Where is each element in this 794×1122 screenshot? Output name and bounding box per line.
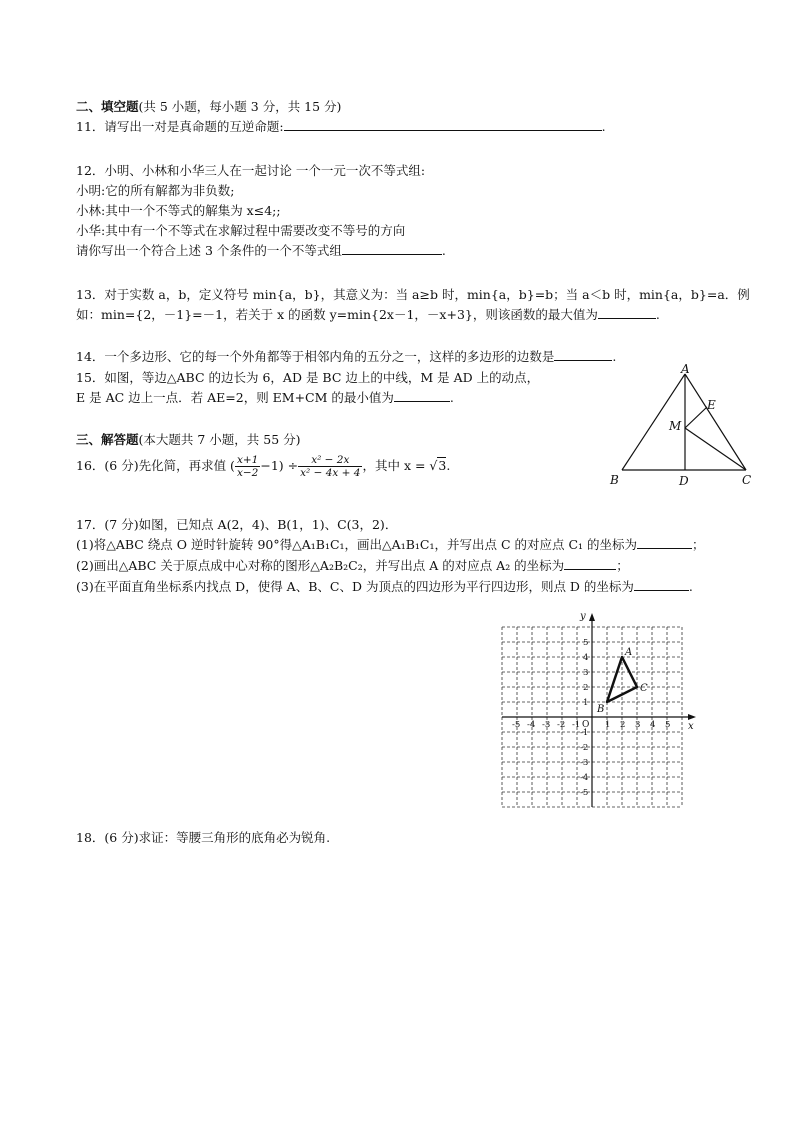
q17-p2-answer-blank[interactable] [564,557,616,570]
q17-part3 [76,578,693,595]
label-d: D [679,474,689,488]
q14-text: 14．一个多边形、它的每一个外角都等于相邻内角的五分之一，这样的多边形的边数是 [76,349,555,364]
segment-me [685,407,707,428]
question-14 [76,348,616,365]
label-c: C [742,473,752,487]
q12-intro: 12．小明、小林和小华三人在一起讨论 一个一元一次不等式组: [76,163,426,178]
question-16 [76,451,450,481]
q13-line2: 如：min={2，－1}=－1，若关于 x 的函数 y=min{2x－1，－x+3}，则该函数的最大值为 [76,307,598,322]
q16-mid: −1) ÷ [260,458,299,473]
q17-part2 [76,557,629,574]
q12-ming: 小明:它的所有解都为非负数; [76,183,235,198]
q15-triangle-figure [600,362,765,494]
q16-pre: 16．(6 分)先化简，再求值 ( [76,458,235,473]
q17-p1-answer-blank[interactable] [637,536,692,549]
x-tick-label: 3 [635,720,641,730]
q13-end: . [655,307,660,322]
q16-f2-numerator: x² − 2x [298,454,362,467]
section-2-note: (共 5 小题，每小题 3 分，共 15 分) [138,99,342,114]
y-tick-label: -5 [580,788,589,798]
q17-coordinate-grid [500,611,694,807]
q17-p2-end: ； [616,558,629,573]
q12-ask: 请你写出一个符合上述 3 个条件的一个不等式组 [76,243,342,258]
x-tick-label: 2 [620,720,626,730]
q13-line1: 13．对于实数 a，b，定义符号 min{a，b}，其意义为：当 a≥b 时，min{a，b}=b；当 a＜b 时，min{a，b}=a．例 [76,287,750,302]
label-a: A [681,362,690,376]
q16-post: ，其中 x = √ [362,458,438,473]
x-tick-label: -5 [512,720,521,730]
q12-end: . [441,243,446,258]
section-3-header [76,431,301,448]
section-2-header [76,98,341,115]
q13-line2-wrap [76,306,660,323]
y-tick-label: 4 [583,653,589,663]
q15-line1: 15．如图，等边△ABC 的边长为 6，AD 是 BC 边上的中线，M 是 AD 上的动点， [76,370,540,385]
q16-f1-denominator: x−2 [236,467,259,479]
q15-line2-wrap [76,389,454,406]
x-tick-label: -1 [572,720,581,730]
q15-line2: E 是 AC 边上一点．若 AE=2，则 EM+CM 的最小值为 [76,390,394,405]
y-tick-label: -4 [580,773,589,783]
q15-answer-blank[interactable] [394,389,450,402]
q12-answer-blank[interactable] [342,242,442,255]
question-18: 18．(6 分)求证：等腰三角形的底角必为锐角. [76,830,331,845]
q17-p1-text: (1)将△ABC 绕点 O 逆时针旋转 90°得△A₁B₁C₁，画出△A₁B₁C₁，并写出点 C 的对应点 C₁ 的坐标为 [76,537,638,552]
x-tick-label: 1 [605,720,611,730]
section-2-title: 二、填空题 [76,99,139,114]
origin-label: O [582,720,590,730]
q11-text: 11．请写出一对是真命题的互逆命题: [76,119,284,134]
y-tick-label: 5 [583,638,589,648]
x-tick-label: 5 [665,720,671,730]
y-tick-label: 2 [583,683,589,693]
x-tick-label: 4 [650,720,656,730]
q13-answer-blank[interactable] [598,306,656,319]
q16-sqrt-arg: 3 [438,458,447,473]
x-tick-label: -3 [542,720,551,730]
q14-end: . [612,349,617,364]
point-b-label: B [597,704,605,715]
y-tick-label: 1 [583,698,589,708]
y-tick-label: -2 [580,743,589,753]
question-11 [76,118,606,135]
q12-ask-line [76,242,446,259]
q16-fraction-1 [235,454,260,479]
x-tick-label: -4 [527,720,536,730]
label-b: B [610,473,619,487]
y-axis-arrow [589,613,595,621]
x-axis-label: x [688,721,694,732]
q17-p2-text: (2)画出△ABC 关于原点成中心对称的图形△A₂B₂C₂，并写出点 A 的对应点 A₂ 的坐标为 [76,558,565,573]
q17-p3-text: (3)在平面直角坐标系内找点 D，使得 A、B、C、D 为顶点的四边形为平行四边形，则点 D 的坐标为 [76,579,634,594]
q17-p3-end: . [688,579,693,594]
q17-p3-answer-blank[interactable] [634,578,689,591]
point-a-label: A [625,647,633,658]
y-tick-label: -1 [580,728,589,738]
q16-f1-numerator: x+1 [236,454,259,466]
y-tick-label: 3 [583,668,589,678]
section-3-note: (本大题共 7 小题，共 55 分) [138,432,301,447]
q11-answer-blank[interactable] [284,118,602,131]
q12-lin: 小林:其中一个不等式的解集为 x≤4;; [76,203,281,218]
q11-end: . [601,119,606,134]
label-e: E [707,398,716,412]
point-c-label: C [640,683,648,694]
x-axis-arrow [688,714,696,720]
q16-f2-denominator: x² − 4x + 4 [300,467,361,479]
y-axis-label: y [580,611,586,622]
side-ac [685,374,746,470]
q17-part1 [76,536,705,553]
label-m: M [669,419,682,433]
x-tick-label: -2 [557,720,566,730]
segment-mc [685,428,746,470]
q16-end: . [446,458,451,473]
q12-hua: 小华:其中有一个不等式在求解过程中需要改变不等号的方向 [76,223,406,238]
q17-intro: 17．(7 分)如图，已知点 A(2，4)、B(1，1)、C(3，2)． [76,517,398,532]
q17-p1-end: ； [692,537,705,552]
section-3-title: 三、解答题 [76,432,139,447]
q15-end: . [449,390,454,405]
q14-answer-blank[interactable] [554,348,612,361]
y-tick-label: -3 [580,758,589,768]
q16-fraction-2 [298,454,362,479]
